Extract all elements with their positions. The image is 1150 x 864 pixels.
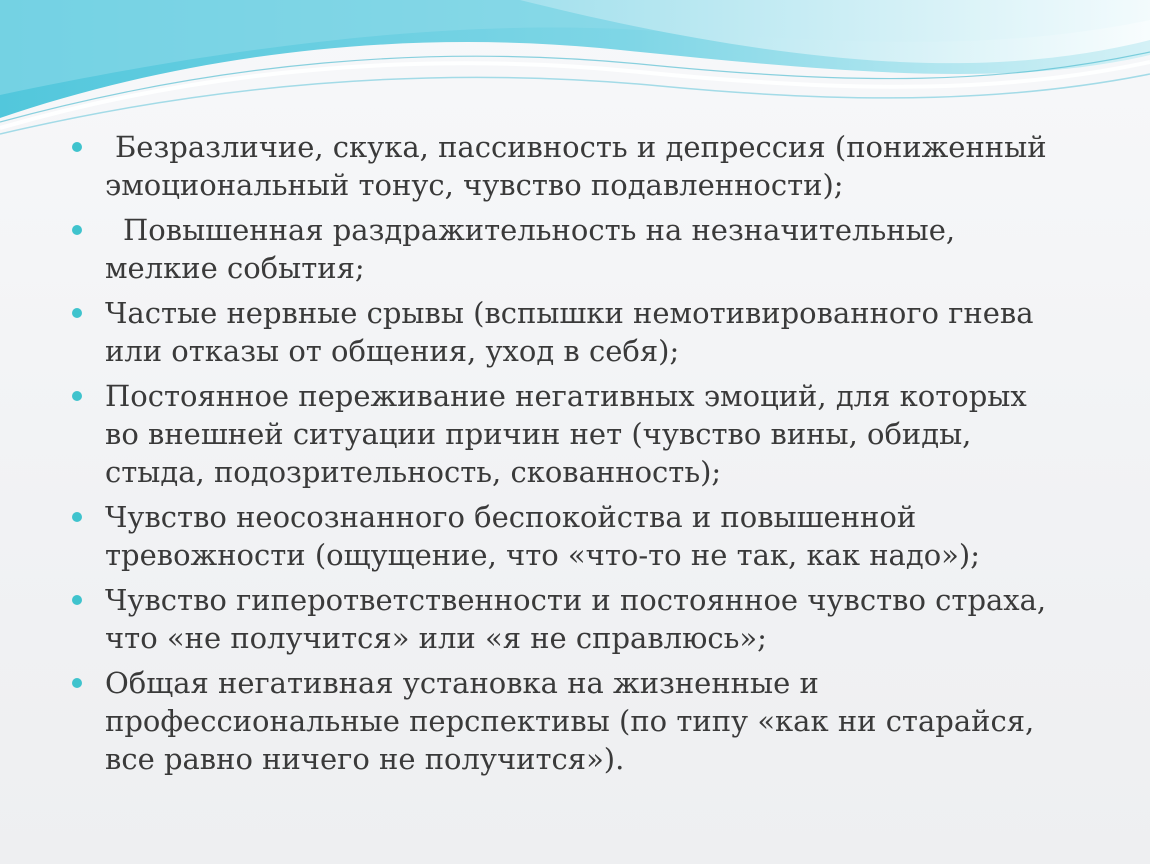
bullet-line: Частые нервные срывы (вспышки немотивированного гнева [105,296,1034,330]
bullet-line: Общая негативная установка на жизненные и [105,666,819,700]
bullet-line: мелкие события; [105,251,365,285]
bullet-line: стыда, подозрительность, скованность); [105,455,722,489]
bullet-dot-icon [72,678,82,688]
bullet-item [72,128,1082,204]
bullet-line: Повышенная раздражительность на незначительные, [123,213,956,247]
bullet-text [105,498,1082,574]
bullet-item [72,664,1082,778]
bullet-text [105,377,1082,491]
bullet-item [72,581,1082,657]
bullet-dot-icon [72,595,82,605]
bullet-text [105,128,1082,204]
bullet-dot-icon [72,142,82,152]
bullet-item [72,294,1082,370]
bullet-line: Чувство гиперответственности и постоянное чувство страха, [105,583,1047,617]
bullet-text [105,664,1082,778]
bullet-line: что «не получится» или «я не справлюсь»; [105,621,767,655]
bullet-text [105,211,1082,287]
bullet-line: все равно ничего не получится»). [105,742,625,776]
bullet-item [72,211,1082,287]
bullet-line: Постоянное переживание негативных эмоций, для которых [105,379,1027,413]
bullet-line: Безразличие, скука, пассивность и депрессия (пониженный [115,130,1047,164]
bullet-dot-icon [72,512,82,522]
bullet-item [72,498,1082,574]
bullet-dot-icon [72,308,82,318]
bullet-line: эмоциональный тонус, чувство подавленности); [105,168,844,202]
bullet-line: профессиональные перспективы (по типу «как ни старайся, [105,704,1035,738]
bullet-line: Чувство неосознанного беспокойства и повышенной [105,500,917,534]
bullet-line: или отказы от общения, уход в себя); [105,334,680,368]
bullet-dot-icon [72,225,82,235]
bullet-text [105,294,1082,370]
bullet-item [72,377,1082,491]
bullet-line: тревожности (ощущение, что «что-то не так, как надо»); [105,538,980,572]
bullet-text [105,581,1082,657]
bullet-line: во внешней ситуации причин нет (чувство вины, обиды, [105,417,972,451]
bullet-list [72,128,1082,785]
bullet-dot-icon [72,391,82,401]
